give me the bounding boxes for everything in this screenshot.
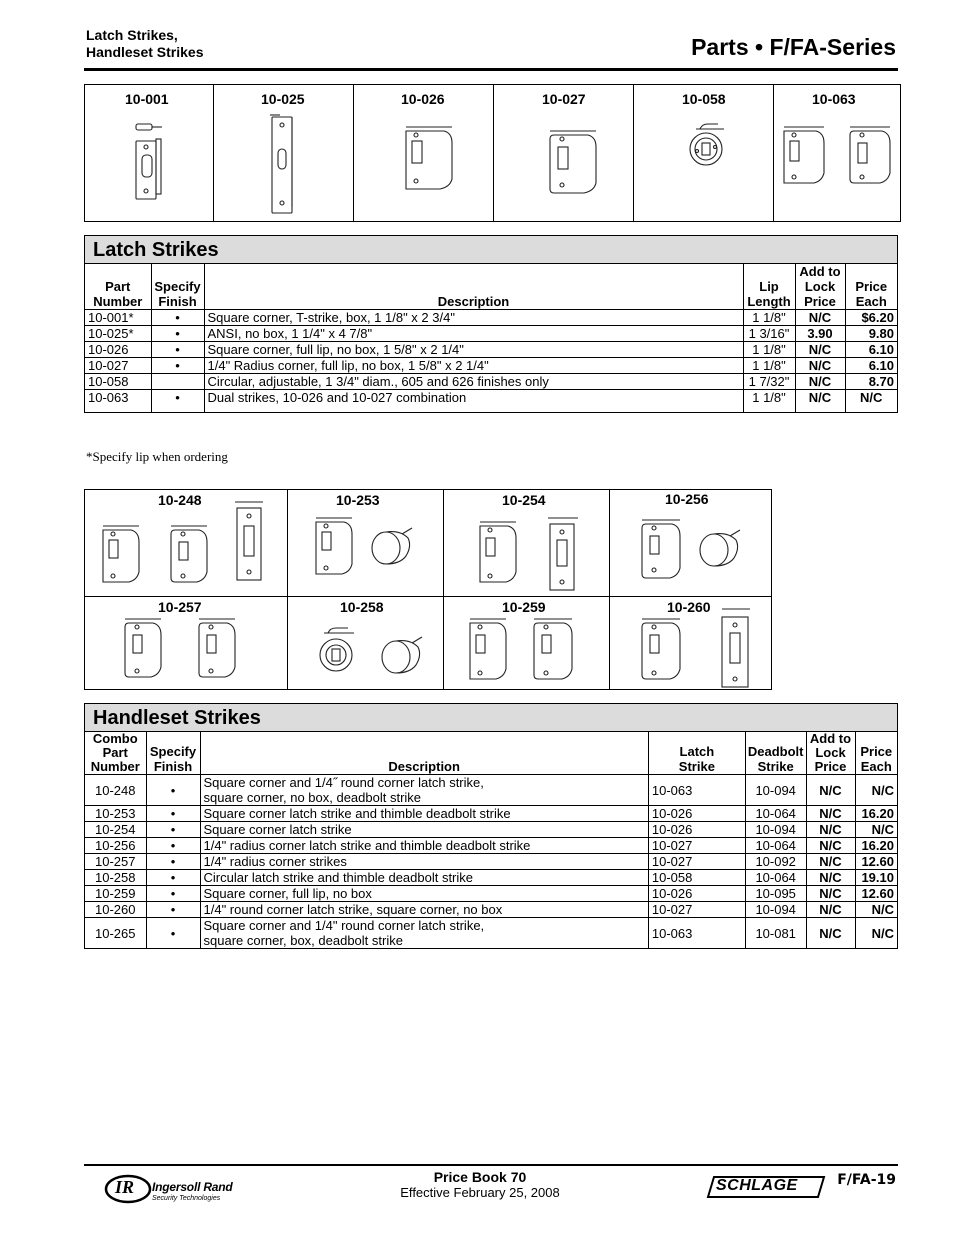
- part-label: 10-026: [401, 91, 445, 107]
- latch-strike-illustrations: [84, 84, 901, 222]
- col-price-each: Price Each: [845, 264, 897, 310]
- table-row: 10-248 • Square corner and 1/4˝ round corner latch strike, square corner, no box, deadbolt strike 10-063 10-094 N/C N/C: [85, 775, 897, 806]
- table-row: 10-025* • ANSI, no box, 1 1/4" x 4 7/8" 1 3/16" 3.90 9.80: [85, 326, 897, 342]
- col-deadbolt-strike: Deadbolt Strike: [745, 732, 806, 775]
- ir-logo-letters: IR: [115, 1177, 135, 1197]
- col-add-to-lock-price: Add to Lock Price: [806, 732, 855, 775]
- part-label: 10-260: [667, 599, 711, 615]
- table-row: 10-256 • 1/4" radius corner latch strike and thimble deadbolt strike 10-027 10-064 N/C 16.20: [85, 838, 897, 854]
- col-specify-finish: Specify Finish: [151, 264, 204, 310]
- part-label: 10-248: [158, 492, 202, 508]
- illustration-cell-10-058: [634, 85, 774, 221]
- radius-strikes-drawing: [119, 617, 259, 687]
- header-divider: [84, 68, 898, 71]
- footer-divider: [84, 1164, 898, 1166]
- col-description: Description: [200, 732, 648, 775]
- part-label: 10-258: [340, 599, 384, 615]
- round-corner-and-square-strike-drawing: [640, 607, 750, 689]
- illustration-cell-10-260: [610, 597, 771, 689]
- illustration-cell-10-254: [444, 490, 610, 597]
- illustration-cell-10-063: [774, 85, 900, 221]
- illustration-cell-10-001: [85, 85, 214, 221]
- illustration-cell-10-259: [444, 597, 610, 689]
- table-row: 10-001* • Square corner, T-strike, box, 1 1/8" x 2 3/4" 1 1/8" N/C $6.20: [85, 310, 897, 326]
- ir-logo-name: Ingersoll Rand: [152, 1180, 233, 1194]
- col-combo-part-number: Combo Part Number: [85, 732, 146, 775]
- col-price-each: Price Each: [855, 732, 897, 775]
- ir-logo-tagline: Security Technologies: [152, 1195, 221, 1202]
- ansi-strike-drawing: [266, 111, 306, 221]
- part-label: 10-001: [125, 91, 169, 107]
- handleset-strike-illustrations: [84, 489, 772, 690]
- footnote: *Specify lip when ordering: [86, 449, 228, 464]
- table-row: 10-258 • Circular latch strike and thimble deadbolt strike 10-058 10-064 N/C 19.10: [85, 870, 897, 886]
- handleset-strikes-table: [85, 732, 897, 948]
- col-description: Description: [204, 264, 743, 310]
- dual-strike-drawing: [782, 125, 894, 189]
- radius-corner-strike-drawing: [546, 129, 600, 199]
- price-book-title: Price Book 70: [433, 1169, 527, 1185]
- table-row: 10-260 • 1/4" round corner latch strike, square corner, no box 10-027 10-094 N/C N/C: [85, 902, 897, 918]
- strike-set-drawing: [99, 500, 279, 590]
- illustration-cell-10-027: [494, 85, 634, 221]
- table-row: 10-253 • Square corner latch strike and thimble deadbolt strike 10-026 10-064 N/C 16.20: [85, 806, 897, 822]
- table-row: 10-257 • 1/4" radius corner strikes 10-027 10-092 N/C 12.60: [85, 854, 897, 870]
- table-row: 10-254 • Square corner latch strike 10-026 10-094 N/C N/C: [85, 822, 897, 838]
- part-label: 10-253: [336, 492, 380, 508]
- part-label: 10-259: [502, 599, 546, 615]
- handleset-strikes-section: [84, 703, 898, 949]
- illustration-cell-10-253: [288, 490, 444, 597]
- table-row: 10-063 • Dual strikes, 10-026 and 10-027 combination 1 1/8" N/C N/C: [85, 390, 897, 412]
- col-add-to-lock-price: Add to Lock Price: [795, 264, 845, 310]
- latch-strikes-table: [85, 264, 897, 412]
- illustration-cell-10-026: [354, 85, 494, 221]
- section-label: [86, 27, 204, 61]
- t-strike-box-drawing: [130, 121, 170, 211]
- col-part-number: Part Number: [85, 264, 151, 310]
- page-title: Parts • F/FA-Series: [691, 34, 896, 60]
- part-label: 10-058: [682, 91, 726, 107]
- part-label: 10-063: [812, 91, 856, 107]
- col-lip-length: Lip Length: [743, 264, 795, 310]
- strike-and-thimble-drawing: [314, 516, 424, 586]
- illustration-cell-10-025: [214, 85, 354, 221]
- square-corner-strike-drawing: [402, 125, 456, 195]
- price-book-info: [380, 1170, 580, 1200]
- schlage-logo-text: SCHLAGE: [716, 1177, 798, 1194]
- table-header-row: [85, 732, 897, 775]
- illustration-cell-10-258: [288, 597, 444, 689]
- part-label: 10-256: [665, 491, 709, 507]
- section-label-line2: Handleset Strikes: [86, 44, 204, 60]
- table-row: 10-058 Circular, adjustable, 1 3/4" diam., 605 and 626 finishes only 1 7/32" N/C 8.70: [85, 374, 897, 390]
- section-label-line1: Latch Strikes,: [86, 27, 178, 43]
- full-lip-strikes-drawing: [468, 615, 598, 687]
- ingersoll-rand-logo: [104, 1172, 244, 1206]
- table-row: 10-027 • 1/4" Radius corner, full lip, no box, 1 5/8" x 2 1/4" 1 1/8" N/C 6.10: [85, 358, 897, 374]
- section-heading: Handleset Strikes: [85, 704, 897, 732]
- illustration-cell-10-256: [610, 490, 771, 597]
- circular-strike-and-thimble-drawing: [316, 625, 436, 685]
- col-specify-finish: Specify Finish: [146, 732, 200, 775]
- col-latch-strike: Latch Strike: [648, 732, 745, 775]
- table-row: 10-026 • Square corner, full lip, no box, 1 5/8" x 2 1/4" 1 1/8" N/C 6.10: [85, 342, 897, 358]
- illustration-cell-10-257: [85, 597, 288, 689]
- part-label: 10-027: [542, 91, 586, 107]
- part-label: 10-254: [502, 492, 546, 508]
- latch-strikes-section: [84, 235, 898, 413]
- table-header-row: [85, 264, 897, 310]
- page-number: F/FA-19: [837, 1172, 896, 1188]
- effective-date: Effective February 25, 2008: [400, 1185, 560, 1200]
- schlage-logo: [706, 1173, 830, 1201]
- part-label: 10-025: [261, 91, 305, 107]
- radius-strike-and-thimble-drawing: [640, 518, 750, 588]
- illustration-cell-10-248: [85, 490, 288, 597]
- table-row: 10-265 • Square corner and 1/4" round corner latch strike, square corner, box, deadbolt strike 10-063 10-081 N/C N/C: [85, 918, 897, 949]
- section-heading: Latch Strikes: [85, 236, 897, 264]
- square-corner-latch-strike-drawing: [478, 516, 588, 594]
- part-label: 10-257: [158, 599, 202, 615]
- table-row: 10-259 • Square corner, full lip, no box 10-026 10-095 N/C 12.60: [85, 886, 897, 902]
- circular-strike-drawing: [686, 123, 732, 169]
